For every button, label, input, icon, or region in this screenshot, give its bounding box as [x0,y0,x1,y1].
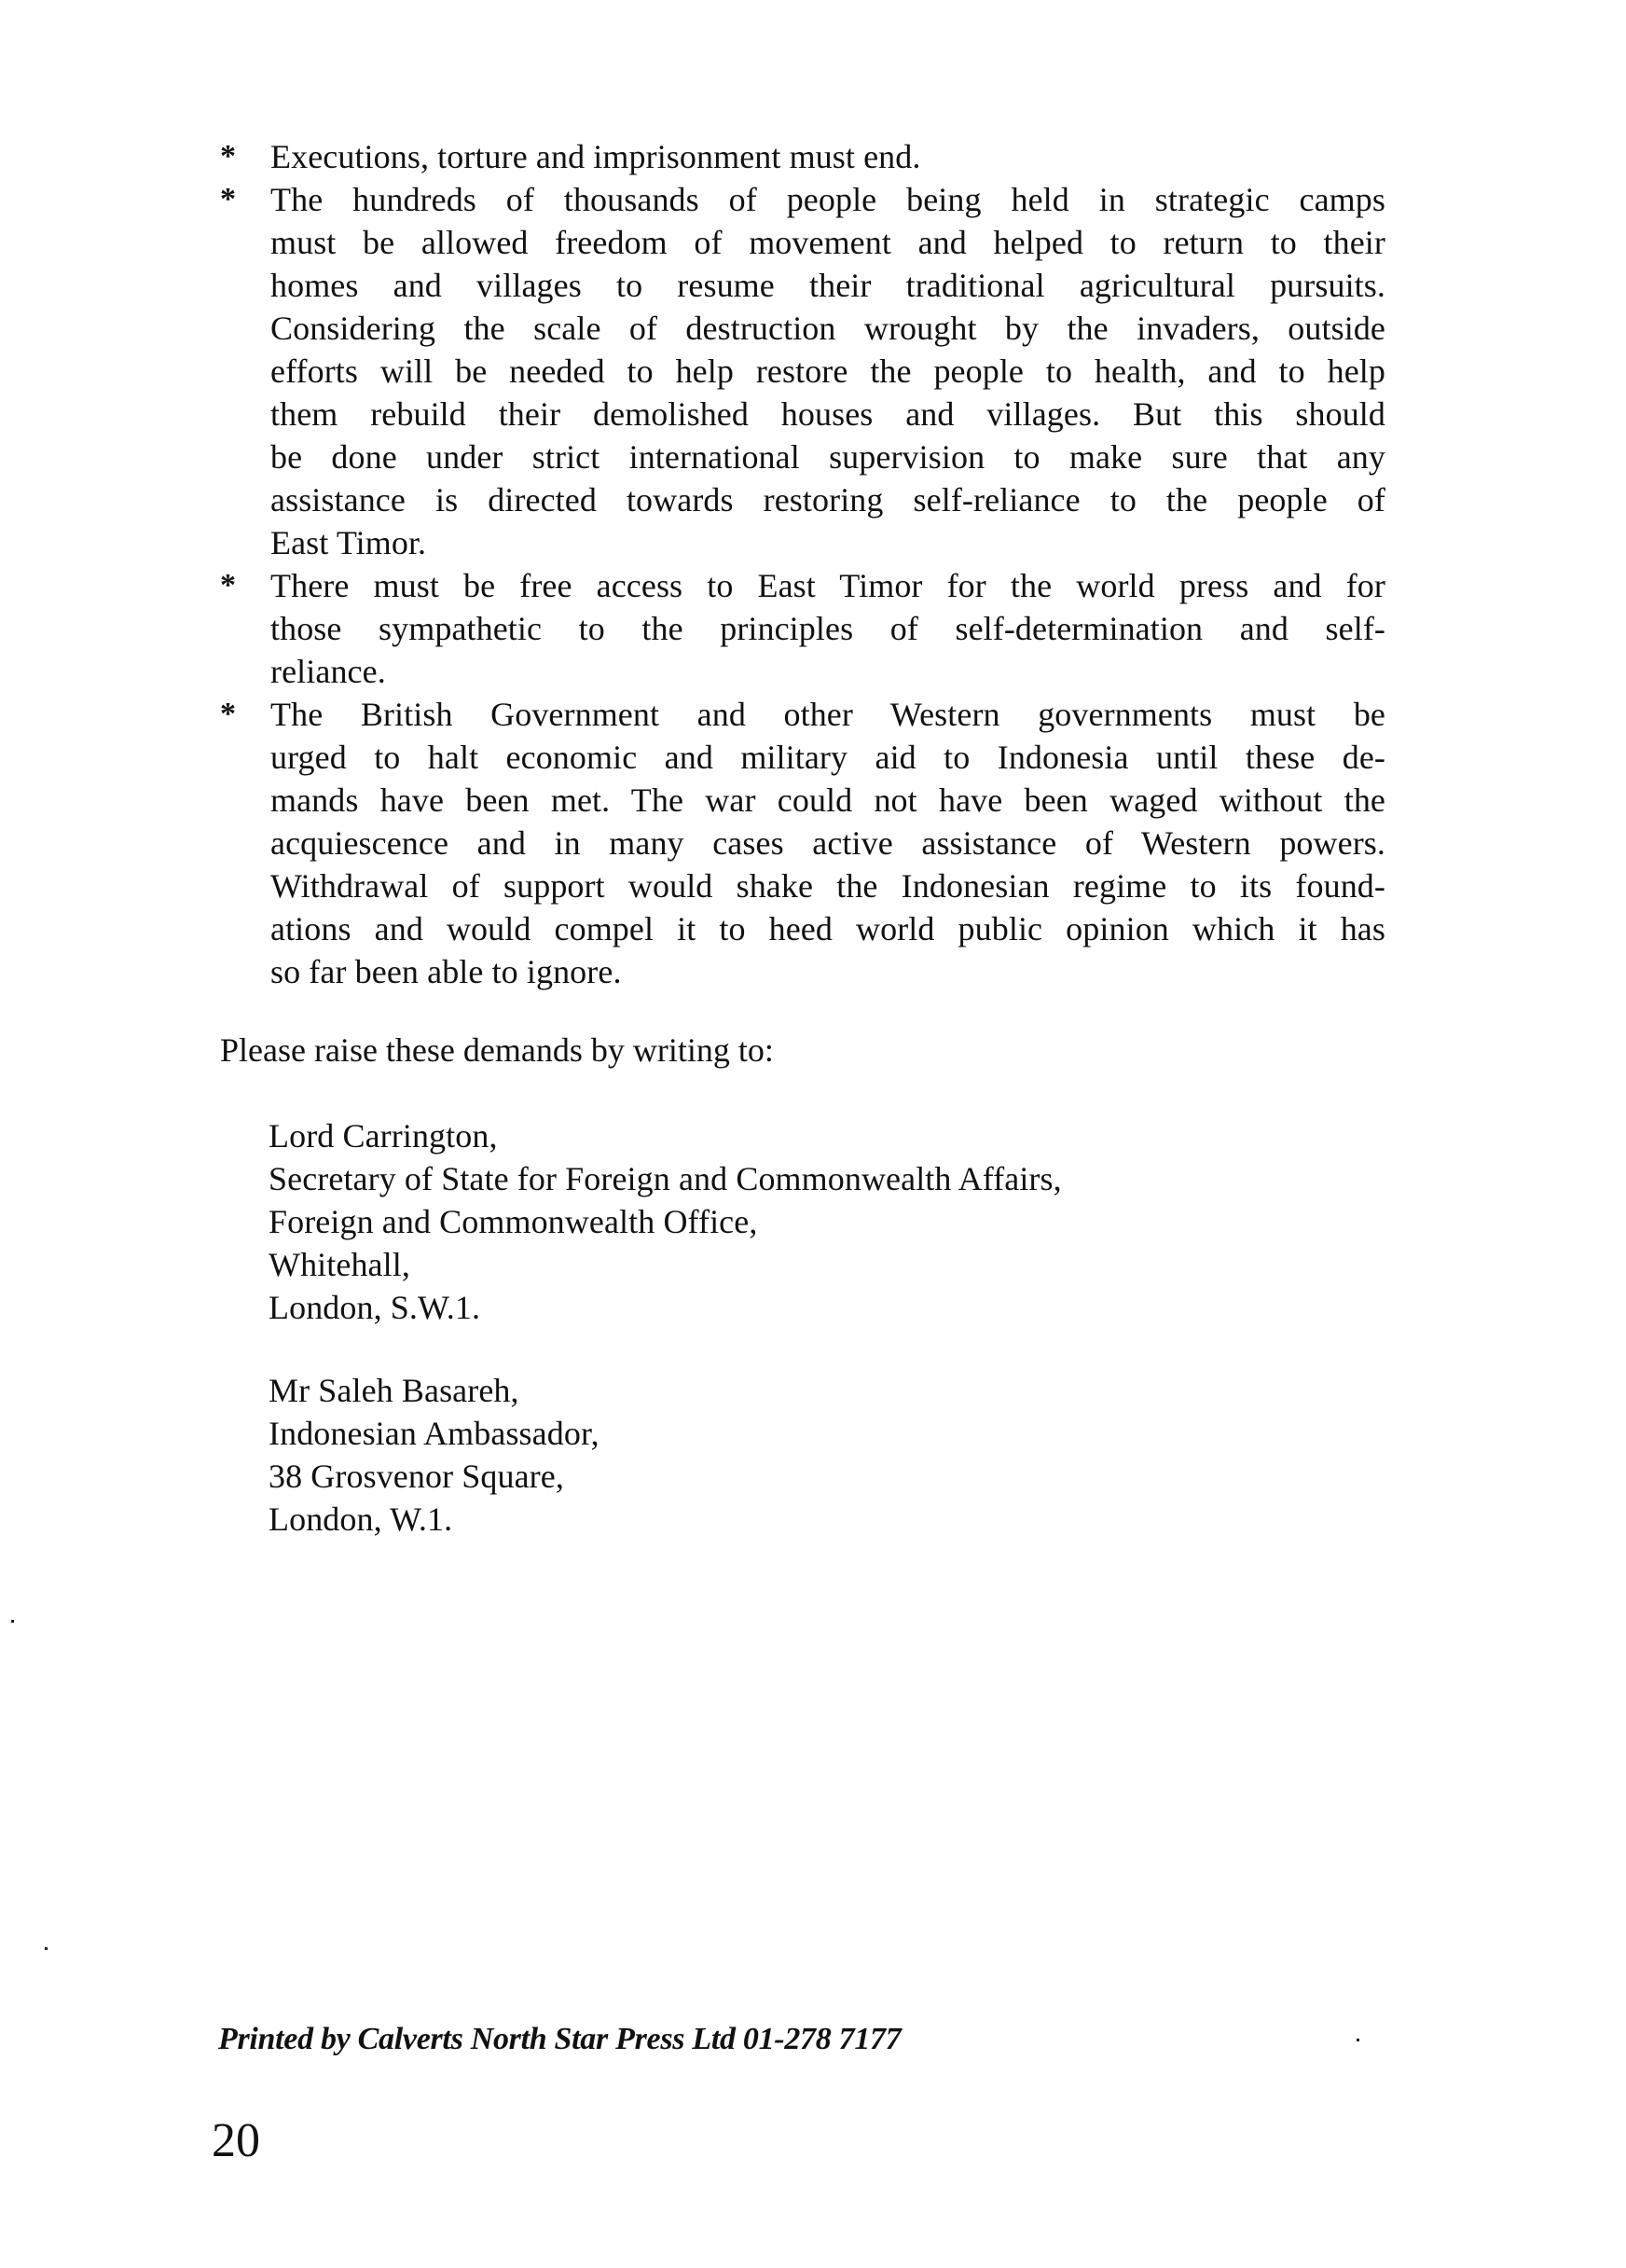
demand-line: urged to halt economic and military aid to Indonesia until these de- [270,739,1385,776]
address-line: Indonesian Ambassador, [269,1415,599,1452]
demand-line: The hundreds of thousands of people being held in strategic camps [270,181,1385,218]
address-line: Whitehall, [269,1246,410,1283]
demand-line: There must be free access to East Timor for the world press and for [270,567,1385,604]
demand-line: must be allowed freedom of movement and helped to return to their [270,224,1385,261]
demand-line: be done under strict international supervision to make sure that any [270,438,1385,476]
demand-line: ations and would compel it to heed world public opinion which it has [270,910,1385,947]
scan-speck [45,1947,48,1950]
demand-line: The British Government and other Western governments must be [270,696,1385,733]
scan-speck [1357,2039,1359,2041]
demand-line: East Timor. [270,524,427,561]
demand-line: efforts will be needed to help restore the people to health, and to help [270,353,1385,390]
demand-line: Withdrawal of support would shake the Indonesian regime to its found- [270,867,1385,905]
demand-item [220,178,1385,564]
address-line: Mr Saleh Basareh, [269,1372,519,1409]
demand-line: mands have been met. The war could not have been waged without the [270,781,1385,819]
demand-line: them rebuild their demolished houses and villages. But this should [270,395,1385,433]
demand-item [220,135,1385,178]
address-line: Secretary of State for Foreign and Commonwealth Affairs, [269,1160,1062,1197]
demand-item [220,564,1385,693]
scan-speck [11,1620,14,1623]
asterisk-bullet-icon: * [220,568,236,602]
demand-line: Executions, torture and imprisonment must end. [270,138,921,175]
demand-line: homes and villages to resume their traditional agricultural pursuits. [270,267,1385,304]
address-line: Lord Carrington, [269,1117,498,1155]
demand-item [220,693,1385,993]
page-number: 20 [212,2114,260,2167]
address-line: London, S.W.1. [269,1289,481,1326]
printer-credit: Printed by Calverts North Star Press Ltd 01-278 7177 [218,2022,902,2056]
demand-line: reliance. [270,653,386,690]
demands-list [220,135,1385,993]
asterisk-bullet-icon: * [220,697,236,731]
asterisk-bullet-icon: * [220,182,236,216]
address-line: Foreign and Commonwealth Office, [269,1203,758,1240]
address-line: London, W.1. [269,1500,453,1538]
address-line: 38 Grosvenor Square, [269,1458,564,1495]
demand-line: assistance is directed towards restoring self-reliance to the people of [270,481,1385,519]
demand-line: acquiescence and in many cases active assistance of Western powers. [270,824,1385,862]
address-block-indonesian-embassy [269,1369,599,1541]
demand-line: so far been able to ignore. [270,953,622,990]
demand-line: those sympathetic to the principles of self-determination and self- [270,610,1385,647]
call-to-action: Please raise these demands by writing to: [220,1031,774,1069]
asterisk-bullet-icon: * [220,139,236,173]
demand-line: Considering the scale of destruction wrought by the invaders, outside [270,310,1385,347]
address-block-foreign-office [269,1114,1062,1329]
